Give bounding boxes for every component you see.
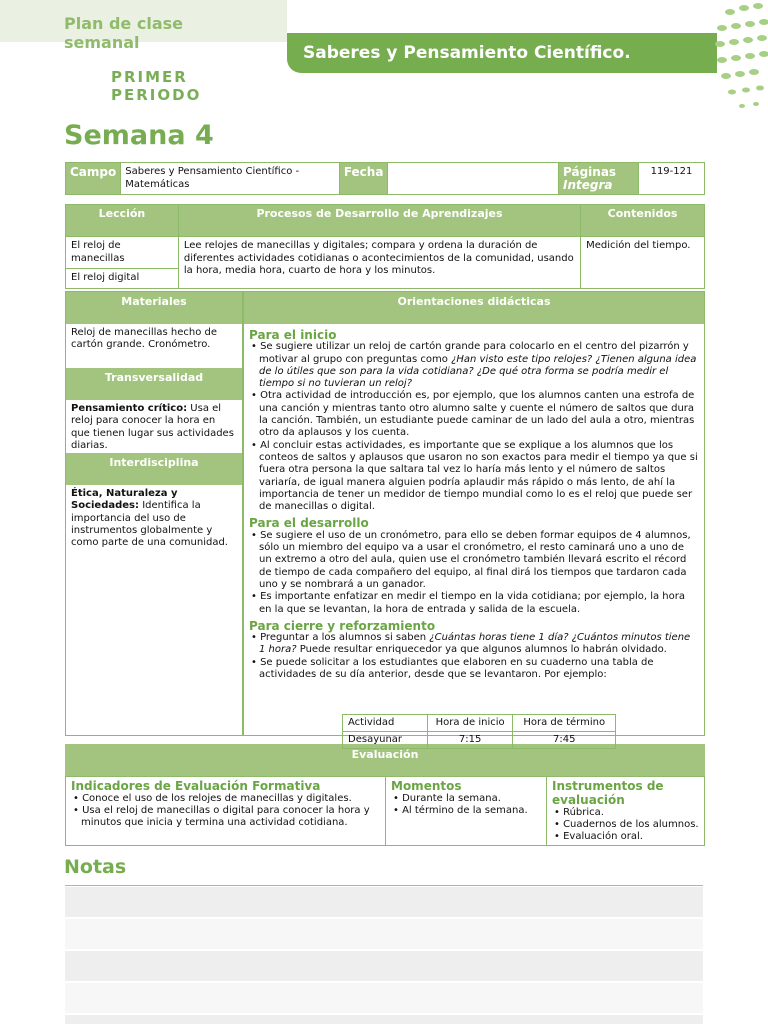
cierre-title: Para cierre y reforzamiento (249, 618, 436, 633)
plan-title: Plan de clase semanal (64, 14, 183, 52)
indicadores-col (66, 777, 386, 845)
contenidos-text: Medición del tiempo. (581, 237, 705, 289)
info-table (65, 162, 705, 195)
leccion-2: El reloj digital (66, 269, 179, 289)
act-head-inicio: Hora de inicio (427, 715, 513, 732)
act-row-actividad: Desayunar (343, 732, 428, 749)
act-row-inicio: 7:15 (427, 732, 513, 749)
act-head-termino: Hora de término (513, 715, 616, 732)
interdisciplina-text: Ética, Naturaleza y Sociedades: Identifica la importancia del uso de instrumentos globalmente y como parte de una comunidad. (71, 488, 228, 549)
col-procesos: Procesos de Desarrollo de Aprendizajes (178, 205, 580, 237)
campo-label: Campo (66, 163, 121, 195)
note-line[interactable] (65, 919, 703, 949)
notas-title: Notas (64, 856, 127, 878)
orientaciones-column (243, 291, 705, 736)
orientaciones-body (244, 324, 704, 684)
note-line[interactable] (65, 951, 703, 981)
campo-value: Saberes y Pensamiento Científico - Matemáticas (121, 163, 340, 195)
momento-2: • Al término de la semana. (393, 805, 528, 816)
note-line[interactable] (65, 983, 703, 1013)
act-head-actividad: Actividad (343, 715, 428, 732)
week-title: Semana 4 (64, 120, 214, 151)
note-line[interactable] (65, 1015, 703, 1024)
evaluacion-detail (65, 776, 705, 846)
inicio-item-1: • Se sugiere utilizar un reloj de cartón grande para colocarlo en el centro del pizarrón y motivar al grupo con preguntas como ¿Han visto este tipo relojes? ¿Tienen alguna idea de lo útiles que son para la vida cotidiana? ¿De qué otra forma se podría medir el tiempo si no tuvieran un reloj? (251, 341, 697, 390)
instrumentos-title: Instrumentos de evaluación (552, 779, 664, 807)
instrumento-1: • Rúbrica. (554, 807, 604, 818)
paginas-label: Páginas Integra (559, 163, 639, 195)
col-contenidos: Contenidos (581, 205, 705, 237)
momentos-title: Momentos (391, 779, 462, 793)
materiales-text: Reloj de manecillas hecho de cartón grande. Cronómetro. (71, 327, 218, 351)
desarrollo-title: Para el desarrollo (249, 516, 369, 531)
paginas-value: 119-121 (638, 163, 704, 195)
procesos-text: Lee relojes de manecillas y digitales; compara y ordena la duración de diferentes actividades cotidianas o acontecimientos de la comunidad, usando la hora, media hora, cuarto de hora y los minutos. (178, 237, 580, 289)
indicador-2: • Usa el reloj de manecillas o digital para conocer la hora y minutos que inicia y termina una actividad cotidiana. (73, 805, 370, 828)
interdisciplina-head: Interdisciplina (66, 453, 242, 485)
leccion-1: El reloj de manecillas (66, 237, 179, 269)
inicio-item-2: • Otra actividad de introducción es, por ejemplo, que los alumnos canten una estrofa de una canción y mientras tanto otro alumno salte y cuente el número de saltos que dura la canción. También, un estudiante puede caminar de un lado del aula a otro, mientras otro da aplausos y los cuenta. (251, 390, 695, 439)
orientaciones-head: Orientaciones didácticas (244, 292, 704, 324)
note-line[interactable] (65, 887, 703, 917)
transversalidad-head: Transversalidad (66, 368, 242, 400)
transversalidad-text: Pensamiento crítico: Usa el reloj para conocer la hora en que tienen lugar sus actividades diarias. (71, 403, 234, 451)
notas-divider (65, 885, 703, 886)
subject-banner: Saberes y Pensamiento Científico. (287, 33, 717, 73)
col-leccion: Lección (66, 205, 179, 237)
indicadores-title: Indicadores de Evaluación Formativa (71, 779, 321, 793)
desarrollo-item-2: • Es importante enfatizar en medir el tiempo en la vida cotidiana; por ejemplo, la hora en la que se levantan, la hora de entrada y salida de la escuela. (251, 591, 685, 615)
fecha-value (388, 163, 559, 195)
decorative-dots-icon (712, 0, 768, 120)
materiales-head: Materiales (66, 292, 242, 324)
instrumentos-col (547, 777, 706, 845)
desarrollo-item-1: • Se sugiere el uso de un cronómetro, para ello se deben formar equipos de 4 alumnos, sólo un miembro del equipo va a usar el cronómetro, el resto caminará uno a uno de un extremo a otro del aula, quien use el cronómetro también llevará escrito el récord de tiempo de cada compañero del equipo, al final dirá los tiempos que tardaron cada uno y se nombrará a un ganador. (251, 529, 691, 590)
cierre-item-1: • Preguntar a los alumnos si saben ¿Cuántas horas tiene 1 día? ¿Cuántos minutos tiene 1 hora? Puede resultar enriquecedor ya que algunos alumnos lo habrán olvidado. (251, 632, 691, 656)
indicador-1: • Conoce el uso de los relojes de manecillas y digitales. (73, 793, 352, 804)
lesson-table (65, 204, 705, 289)
left-column (65, 291, 243, 736)
momento-1: • Durante la semana. (393, 793, 501, 804)
periodo-label: PRIMER PERIODO (111, 68, 202, 104)
inicio-item-3: • Al concluir estas actividades, es importante que se explique a los alumnos que los conteos de saltos y aplausos que usaron no son exactos para medir el tiempo ya que si fuera otra persona la que saltara tal vez lo haría más lento y el número de saltos variaría, de igual manera alguien podría aplaudir más rápido o más lento, de ahí la importancia de tener un medidor de tiempo mundial como lo es el reloj que puede ser de manecillas o digital. (251, 439, 698, 513)
inicio-title: Para el inicio (249, 328, 337, 342)
instrumento-2: • Cuadernos de los alumnos. (554, 819, 699, 830)
instrumento-3: • Evaluación oral. (554, 831, 643, 842)
act-row-termino: 7:45 (513, 732, 616, 749)
cierre-item-2: • Se puede solicitar a los estudiantes que elaboren en su cuaderno una tabla de actividades de su día anterior, desde que se levantaron. Por ejemplo: (251, 656, 654, 681)
evaluacion-bar: Evaluación (65, 744, 705, 776)
fecha-label: Fecha (339, 163, 388, 195)
activity-table (342, 714, 616, 749)
momentos-col (386, 777, 547, 845)
